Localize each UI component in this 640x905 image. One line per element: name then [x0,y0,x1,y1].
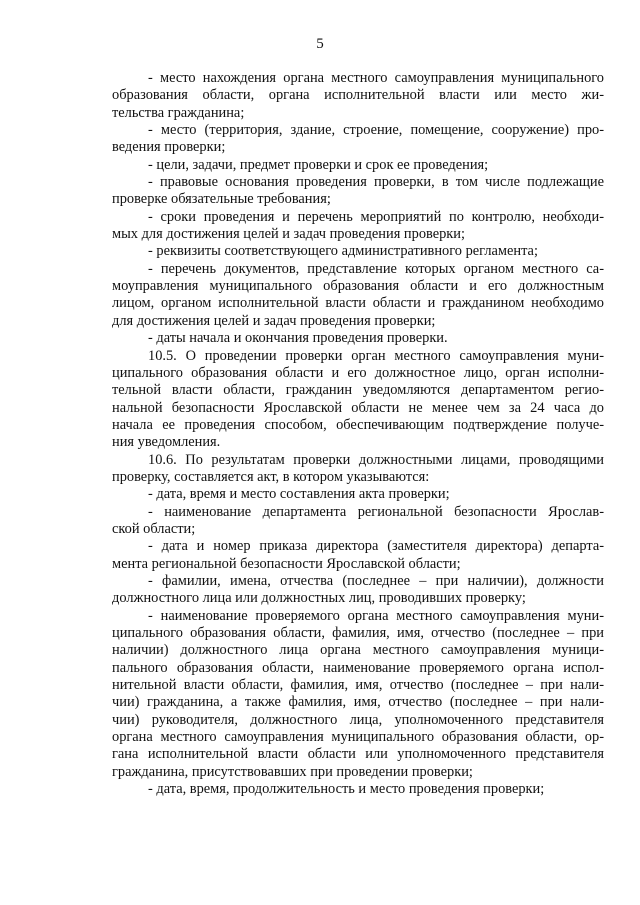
text-line: - наименование проверяемого органа местного самоуправления муни- [148,607,604,624]
text-line: - дата, время и место составления акта проверки; [148,486,450,503]
text-line: нительной власти области, фамилия, имя, отчество (последнее – при нали- [112,677,604,694]
text-line: - фамилии, имена, отчества (последнее – при наличии), должности [148,572,604,589]
text-line: пального образования области, наименование проверяемого органа испол- [112,659,604,676]
text-line: - перечень документов, представление которых органом местного са- [148,260,604,277]
text-line: начала ее проведения способом, обеспечивающим подтверждение получе- [112,416,604,433]
document-body [112,70,604,798]
text-line: тельства гражданина; [112,104,245,121]
text-line: - наименование департамента региональной безопасности Ярослав- [148,503,604,520]
text-line: лицом, органом исполнительной власти области и гражданином необходимо [112,295,604,312]
text-line: гана исполнительной власти области или уполномоченного представителя [112,746,604,763]
text-line: органа местного самоуправления муниципального образования области, ор- [112,729,604,746]
text-line: - даты начала и окончания проведения проверки. [148,330,448,347]
text-line: проверку, составляется акт, в котором указываются: [112,468,430,485]
text-line: нальной безопасности Ярославской области не менее чем за 24 часа до [112,399,604,416]
text-line: должностного лица или должностных лиц, проводивших проверку; [112,590,526,607]
text-line: ципального образования области и его должностное лицо, орган исполни- [112,364,604,381]
text-line: - место нахождения органа местного самоуправления муниципального [148,70,604,86]
text-line: ния уведомления. [112,434,221,451]
text-line: тельной власти области, гражданин уведомляются департаментом регио- [112,382,604,399]
page-number: 5 [316,36,324,52]
text-line: ской области; [112,520,196,537]
text-line: мых для достижения целей и задач проведения проверки; [112,226,465,243]
text-line: - цели, задачи, предмет проверки и срок ее проведения; [148,156,489,173]
text-line: наличии) должностного лица органа местного самоуправления муници- [112,642,604,659]
text-line: гражданина, присутствовавших при проведении проверки; [112,763,473,780]
text-line: чии) руководителя, должностного лица, уполномоченного представителя [112,711,604,728]
text-line: - реквизиты соответствующего административного регламента; [148,243,538,260]
text-line: 10.6. По результатам проверки должностными лицами, проводящими [148,451,604,468]
text-line: - сроки проведения и перечень мероприятий по контролю, необходи- [148,208,604,225]
text-line: ципального образования области, фамилия, имя, отчество (последнее – при [112,625,604,641]
text-line: для достижения целей и задач проведения проверки; [112,312,436,329]
text-line: мента региональной безопасности Ярославской области; [112,555,461,572]
text-line: - правовые основания проведения проверки, в том числе подлежащие [148,174,604,191]
text-line: ведения проверки; [112,139,226,156]
text-line: - место (территория, здание, строение, помещение, сооружение) про- [148,122,604,139]
text-line: - дата, время, продолжительность и место проведения проверки; [148,781,545,798]
text-line: моуправления муниципального образования области и его должностным [112,278,604,295]
text-line: проверке обязательные требования; [112,191,331,208]
text-line: - дата и номер приказа директора (заместителя директора) департа- [148,538,604,555]
text-line: чии) гражданина, а также фамилия, имя, отчество (последнее – при нали- [112,694,604,711]
text-line: 10.5. О проведении проверки орган местного самоуправления муни- [148,347,604,364]
text-line: образования области, органа исполнительной власти или место жи- [112,87,604,104]
